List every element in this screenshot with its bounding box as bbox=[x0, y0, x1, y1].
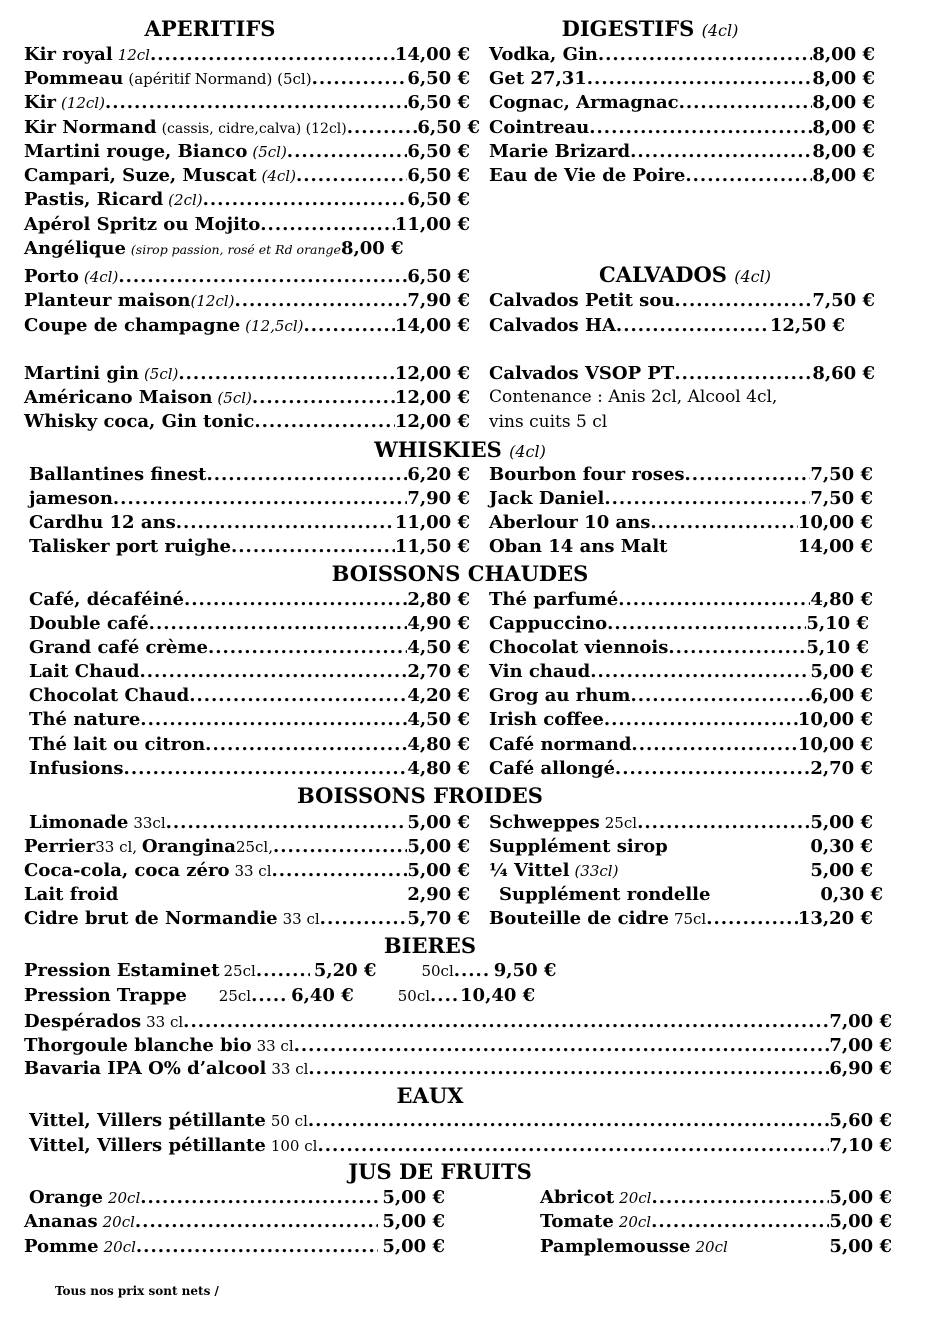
menu-item: Américano Maison (5cl) ..... 12,00 € bbox=[24, 387, 470, 411]
menu-item: jameson ..... 7,90 € bbox=[29, 488, 470, 512]
menu-item: Cognac, Armagnac ..... 8,00 € bbox=[489, 92, 875, 116]
menu-item: Café, décaféiné ..... 2,80 € bbox=[29, 589, 470, 613]
footer-note: Tous nos prix sont nets / bbox=[55, 1284, 219, 1298]
menu-item: Vin chaud ..... 5,00 € bbox=[489, 661, 873, 685]
menu-item: Marie Brizard ..... 8,00 € bbox=[489, 141, 875, 165]
menu-item: Schweppes 25cl ..... 5,00 € bbox=[489, 812, 873, 836]
menu-item: Supplément rondelle 0,30 € bbox=[499, 884, 883, 905]
menu-item: Jack Daniel ..... 7,50 € bbox=[489, 488, 873, 512]
digestifs-heading: DIGESTIFS (4cl) bbox=[561, 16, 739, 41]
menu-item: Chocolat Chaud ..... 4,20 € bbox=[29, 685, 470, 709]
menu-item: Thé nature ..... 4,50 € bbox=[29, 709, 470, 733]
menu-item: Oban 14 ans Malt 14,00 € bbox=[489, 536, 873, 557]
menu-item: Orange 20cl ..... 5,00 € bbox=[29, 1187, 445, 1211]
menu-item: Coca-cola, coca zéro 33 cl ..... 5,00 € bbox=[24, 860, 470, 884]
calvados-note-line2: vins cuits 5 cl bbox=[489, 412, 608, 432]
menu-item: Martini gin (5cl) ..... 12,00 € bbox=[24, 363, 470, 387]
menu-item: Pomme 20cl ..... 5,00 € bbox=[24, 1236, 445, 1260]
menu-item: Campari, Suze, Muscat (4cl) ..... 6,50 € bbox=[24, 165, 470, 189]
menu-item: Calvados Petit sou ..... 7,50 € bbox=[489, 290, 875, 314]
menu-item: Pommeau (apéritif Normand) (5cl) ..... 6,50 € bbox=[24, 68, 470, 92]
menu-item: Aberlour 10 ans ..... 10,00 € bbox=[489, 512, 873, 536]
boissons-froides-heading: BOISSONS FROIDES bbox=[297, 783, 543, 808]
menu-item: Abricot 20cl ..... 5,00 € bbox=[540, 1187, 892, 1211]
jus-de-fruits-heading: JUS DE FRUITS bbox=[348, 1159, 532, 1184]
menu-item: Cidre brut de Normandie 33 cl ..... 5,70 € bbox=[24, 908, 470, 932]
bieres-heading: BIERES bbox=[383, 933, 477, 958]
menu-item: Vodka, Gin ..... 8,00 € bbox=[489, 44, 875, 68]
menu-item: Porto (4cl) ..... 6,50 € bbox=[24, 266, 470, 290]
menu-item: Cappuccino ..... 5,10 € bbox=[489, 613, 869, 637]
boissons-chaudes-heading: BOISSONS CHAUDES bbox=[331, 561, 589, 586]
menu-item: Apérol Spritz ou Mojito ..... 11,00 € bbox=[24, 214, 470, 238]
menu-item: Bouteille de cidre 75cl ..... 13,20 € bbox=[489, 908, 873, 932]
menu-item: Bavaria IPA O% d’alcool 33 cl ..... 6,90 € bbox=[24, 1058, 892, 1082]
menu-item: Martini rouge, Bianco (5cl) ..... 6,50 € bbox=[24, 141, 470, 165]
menu-item: Planteur maison (12cl) ..... 7,90 € bbox=[24, 290, 470, 314]
menu-item: Vittel, Villers pétillante 100 cl ..... 7,10 € bbox=[29, 1135, 892, 1159]
menu-item: Coupe de champagne (12,5cl) ..... 14,00 € bbox=[24, 315, 470, 339]
menu-item: Pastis, Ricard (2cl) ..... 6,50 € bbox=[24, 189, 470, 213]
menu-item: Cardhu 12 ans ..... 11,00 € bbox=[29, 512, 470, 536]
menu-item: Kir Normand (cassis, cidre,calva) (12cl) ..... 6,50 € bbox=[24, 117, 480, 141]
menu-item: Talisker port ruighe ..... 11,50 € bbox=[29, 536, 470, 560]
menu-item: Grand café crème ..... 4,50 € bbox=[29, 637, 470, 661]
menu-item: Lait Chaud ..... 2,70 € bbox=[29, 661, 470, 685]
menu-item: Whisky coca, Gin tonic ..... 12,00 € bbox=[24, 411, 470, 435]
menu-item: Grog au rhum ..... 6,00 € bbox=[489, 685, 873, 709]
menu-item: Get 27,31 ..... 8,00 € bbox=[489, 68, 875, 92]
menu-item: Kir (12cl) ..... 6,50 € bbox=[24, 92, 470, 116]
calvados-heading: CALVADOS (4cl) bbox=[599, 262, 771, 287]
menu-item: Supplément sirop 0,30 € bbox=[489, 836, 873, 857]
aperitifs-heading: APERITIFS bbox=[144, 16, 276, 41]
menu-item: Cointreau ..... 8,00 € bbox=[489, 117, 875, 141]
eaux-heading: EAUX bbox=[396, 1083, 464, 1108]
menu-item: Lait froid 2,90 € bbox=[24, 884, 470, 905]
menu-item: Thé parfumé ..... 4,80 € bbox=[489, 589, 873, 613]
menu-item: Calvados HA ..... 12,50 € bbox=[489, 315, 845, 339]
menu-item: Perrier 33 cl, Orangina 25cl, ..... 5,00 € bbox=[24, 836, 470, 860]
menu-item: Café allongé ..... 2,70 € bbox=[489, 758, 873, 782]
menu-item: Double café ..... 4,90 € bbox=[29, 613, 470, 637]
menu-item: Calvados VSOP PT ..... 8,60 € bbox=[489, 363, 875, 387]
calvados-note-line1: Contenance : Anis 2cl, Alcool 4cl, bbox=[489, 387, 778, 407]
whiskies-heading: WHISKIES (4cl) bbox=[374, 437, 546, 462]
menu-item: Bourbon four roses ..... 7,50 € bbox=[489, 464, 873, 488]
menu-item: Thé lait ou citron ..... 4,80 € bbox=[29, 734, 470, 758]
menu-item: Despérados 33 cl ..... 7,00 € bbox=[24, 1011, 892, 1035]
menu-item: Ananas 20cl ..... 5,00 € bbox=[24, 1211, 445, 1235]
menu-item: Eau de Vie de Poire ..... 8,00 € bbox=[489, 165, 875, 189]
menu-item: Tomate 20cl ..... 5,00 € bbox=[540, 1211, 892, 1235]
menu-item: Vittel, Villers pétillante 50 cl ..... 5,60 € bbox=[29, 1110, 892, 1134]
menu-item: Café normand ..... 10,00 € bbox=[489, 734, 873, 758]
menu-item: Chocolat viennois ..... 5,10 € bbox=[489, 637, 869, 661]
menu-item: Irish coffee ..... 10,00 € bbox=[489, 709, 873, 733]
menu-item: Thorgoule blanche bio 33 cl ..... 7,00 € bbox=[24, 1035, 892, 1059]
menu-item: Limonade 33cl ..... 5,00 € bbox=[29, 812, 470, 836]
menu-item: Infusions ..... 4,80 € bbox=[29, 758, 470, 782]
menu-item: Pamplemousse 20cl 5,00 € bbox=[540, 1236, 892, 1257]
menu-item: Kir royal 12cl ..... 14,00 € bbox=[24, 44, 470, 68]
menu-item: Ballantines finest ..... 6,20 € bbox=[29, 464, 470, 488]
menu-item: ¼ Vittel (33cl) 5,00 € bbox=[489, 860, 873, 881]
menu-item: Pression Estaminet 25cl ..... 5,20 € 50cl ..... 9,50 € bbox=[24, 960, 599, 984]
menu-item: Angélique (sirop passion, rosé et Rd orange 8,00 € bbox=[24, 238, 404, 259]
menu-item: Pression Trappe 25cl ..... 6,40 € 50cl ..... 10,40 € bbox=[24, 985, 599, 1009]
